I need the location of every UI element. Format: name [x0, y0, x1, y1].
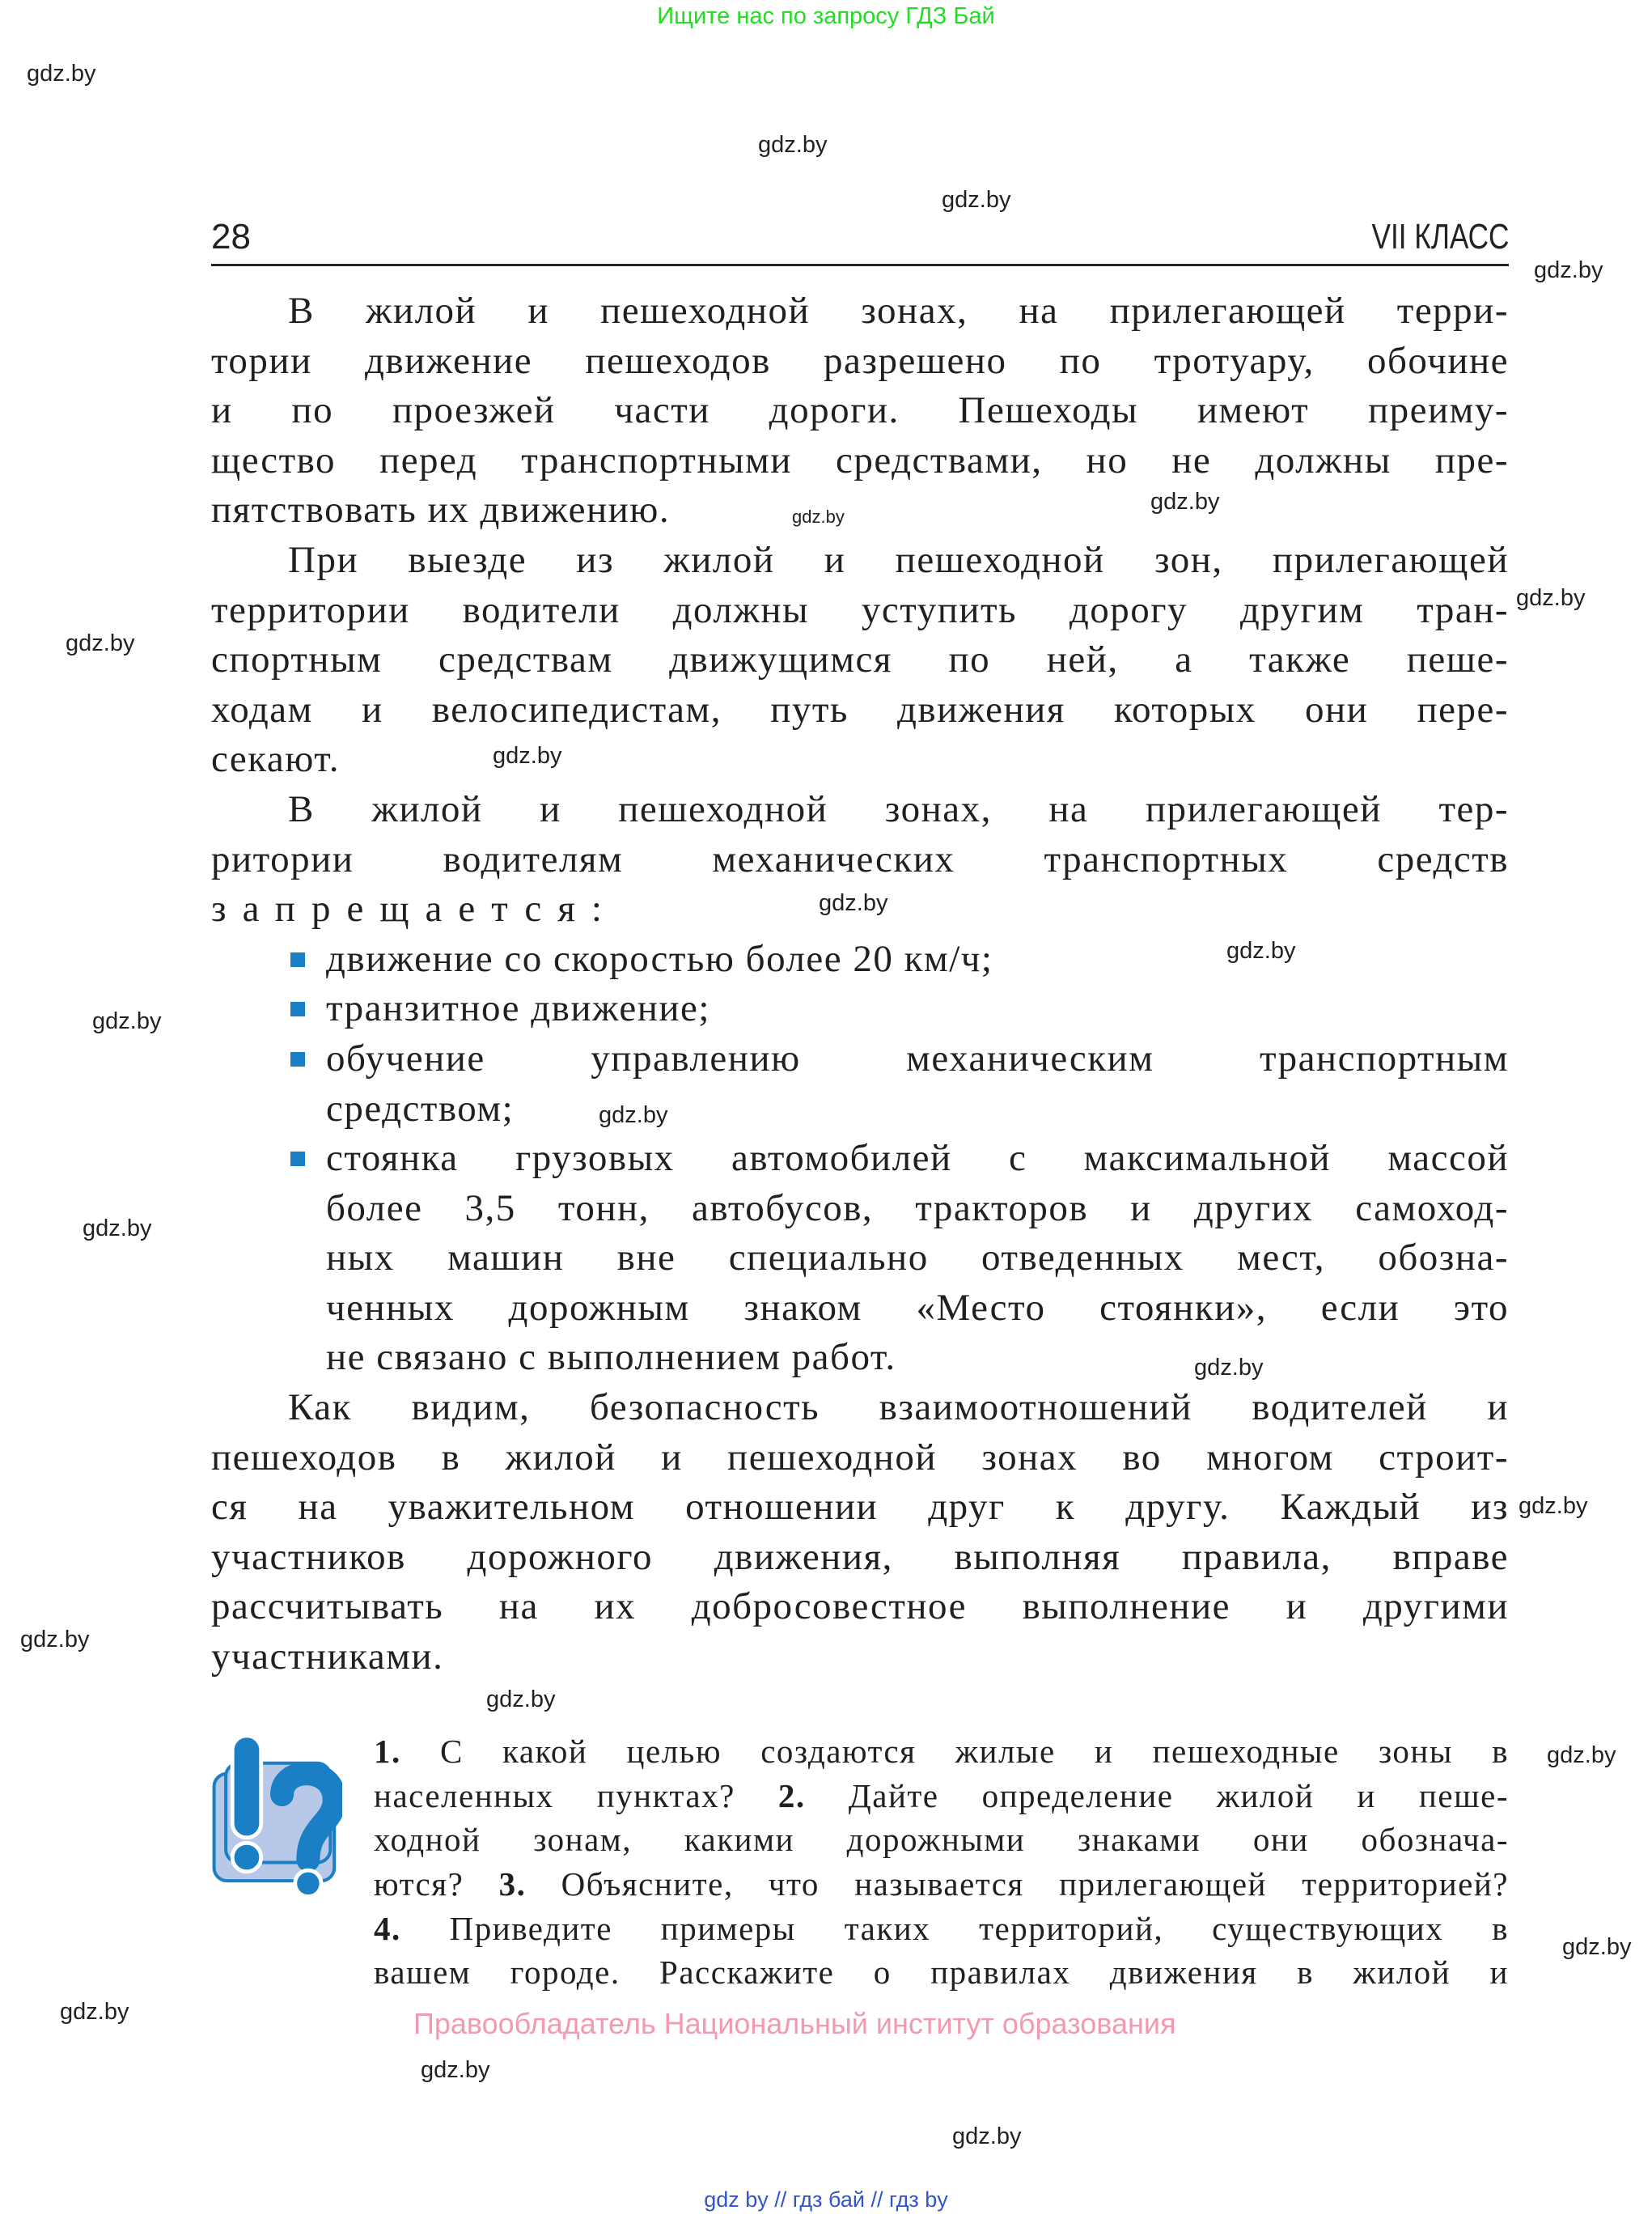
line-text: движение со скоростью более 20 км/ч; [326, 937, 993, 980]
line-text: участников дорожного движения, выполняя правила, вправе [211, 1535, 1509, 1578]
bullet-line [211, 1034, 1509, 1084]
bullet-line [211, 1084, 1509, 1135]
question-line [374, 1950, 1509, 1995]
bullet-line [211, 1283, 1509, 1334]
paragraph-line [211, 735, 1509, 785]
watermark: gdz.by [421, 2057, 490, 2083]
watermark: gdz.by [66, 630, 135, 656]
question-text: населенных пунктах? [374, 1776, 778, 1814]
bullet-line [211, 1233, 1509, 1283]
line-text: В жилой и пешеходной зонах, на прилегающей терри- [288, 290, 1509, 332]
body-text [211, 286, 1509, 1682]
watermark: gdz.by [20, 1627, 90, 1652]
line-text: пятствовать их движению. [211, 489, 671, 532]
bullet-square-icon [290, 1002, 305, 1016]
copyright-notice: Правообладатель Национальный институт образования [413, 2007, 1176, 2040]
paragraph-line [211, 1433, 1509, 1483]
line-text: ных машин вне специально отведенных мест, обозна- [326, 1237, 1509, 1279]
bullet-square-icon [290, 1052, 305, 1067]
watermark: gdz.by [792, 507, 845, 527]
footer-links[interactable]: gdz by // гдз бай // гдз by [704, 2187, 948, 2212]
bullet-line [211, 935, 1509, 985]
question-number: 3. [498, 1865, 527, 1903]
bullet-line [211, 1333, 1509, 1383]
review-questions [374, 1729, 1509, 1995]
paragraph-line [211, 1632, 1509, 1682]
line-text: секают. [211, 738, 341, 781]
bullet-square-icon [290, 1152, 305, 1166]
watermark: gdz.by [92, 1008, 162, 1034]
watermark: gdz.by [1194, 1355, 1264, 1381]
line-text: территории водители должны уступить дорогу другим тран- [211, 588, 1509, 631]
paragraph-line [211, 486, 1509, 536]
paragraph-line [211, 436, 1509, 486]
question-text: Объясните, что называется прилегающей территорией? [526, 1865, 1509, 1903]
watermark: gdz.by [1547, 1742, 1616, 1768]
watermark: gdz.by [1150, 489, 1220, 515]
line-text: средством; [326, 1087, 515, 1130]
question-text: Дайте определение жилой и пеше- [805, 1776, 1509, 1814]
question-text: С какой целью создаются жилые и пешеходные зоны в [400, 1733, 1509, 1770]
line-text: В жилой и пешеходной зонах, на прилегающей тер- [288, 787, 1509, 830]
watermark: gdz.by [599, 1102, 668, 1128]
line-text: При выезде из жилой и пешеходной зон, прилегающей [288, 538, 1509, 581]
line-text: рассчитывать на их добросовестное выполнение и другими [211, 1585, 1509, 1628]
line-text: ходам и велосипедистам, путь движения которых они пере- [211, 688, 1509, 731]
question-number: 1. [374, 1733, 401, 1770]
watermark: gdz.by [1534, 257, 1603, 283]
line-text: ритории водителям механических транспортных средств [211, 838, 1509, 880]
watermark: gdz.by [60, 1999, 129, 2025]
watermark: gdz.by [493, 743, 562, 769]
paragraph-line [211, 1533, 1509, 1583]
line-text: ченных дорожным знаком «Место стоянки», если это [326, 1286, 1509, 1329]
watermark: gdz.by [27, 61, 96, 87]
watermark: gdz.by [1516, 585, 1586, 611]
bullet-line [211, 1184, 1509, 1234]
question-number: 2. [777, 1776, 806, 1814]
line-text: транзитное движение; [326, 987, 710, 1030]
watermark: gdz.by [758, 132, 828, 158]
line-text: спортным средствам движущимся по ней, а также пеше- [211, 638, 1509, 681]
question-line [374, 1774, 1509, 1818]
page-number: 28 [211, 217, 251, 257]
watermark: gdz.by [1226, 938, 1296, 964]
bullet-square-icon [290, 952, 305, 967]
line-text: щество перед транспортными средствами, но не должны пре- [211, 439, 1509, 482]
line-text: ся на уважительном отношении друг к другу. Каждый из [211, 1486, 1509, 1529]
paragraph-line [211, 586, 1509, 636]
line-text: не связано с выполнением работ. [326, 1336, 896, 1379]
line-text: и по проезжей части дороги. Пешеходы имеют преиму- [211, 389, 1509, 432]
question-number: 4. [374, 1909, 401, 1947]
exclamation-question-icon [209, 1732, 342, 1902]
question-line [374, 1729, 1509, 1774]
paragraph-line [211, 685, 1509, 736]
paragraph-line [211, 635, 1509, 685]
watermark: gdz.by [1519, 1493, 1588, 1519]
grade-label: VII КЛАСС [1371, 217, 1509, 257]
paragraph-line [211, 1483, 1509, 1533]
line-text: тории движение пешеходов разрешено по тротуару, обочине [211, 339, 1509, 382]
watermark: gdz.by [819, 890, 888, 916]
bullet-line [211, 984, 1509, 1034]
question-text: Приведите примеры таких территорий, существующих в [400, 1909, 1509, 1947]
watermark: gdz.by [942, 187, 1011, 213]
bullet-line [211, 1134, 1509, 1184]
paragraph-line [211, 1383, 1509, 1433]
line-text: запрещается: [211, 888, 618, 931]
question-line [374, 1907, 1509, 1951]
paragraph-line [211, 286, 1509, 337]
watermark: gdz.by [1562, 1934, 1632, 1960]
question-text: ются? [374, 1865, 499, 1903]
header-rule [211, 264, 1509, 266]
paragraph-line [211, 1582, 1509, 1632]
line-text: более 3,5 тонн, автобусов, тракторов и других самоход- [326, 1186, 1509, 1229]
question-line [374, 1818, 1509, 1862]
search-banner: Ищите нас по запросу ГДЗ Бай [657, 3, 995, 29]
paragraph-line [211, 536, 1509, 586]
line-text: стоянка грузовых автомобилей с максимальной массой [326, 1137, 1509, 1180]
watermark: gdz.by [486, 1686, 556, 1712]
paragraph-line [211, 785, 1509, 835]
line-text: пешеходов в жилой и пешеходной зонах во многом строит- [211, 1436, 1509, 1478]
watermark: gdz.by [83, 1215, 152, 1241]
watermark: gdz.by [952, 2123, 1022, 2149]
paragraph-line [211, 337, 1509, 387]
paragraph-line [211, 386, 1509, 436]
question-line [374, 1862, 1509, 1907]
line-text: участниками. [211, 1635, 444, 1678]
paragraph-line [211, 835, 1509, 885]
line-text: Как видим, безопасность взаимоотношений водителей и [288, 1386, 1509, 1429]
line-text: обучение управлению механическим транспортным [326, 1037, 1509, 1080]
question-text: вашем городе. Расскажите о правилах движения в жилой и [374, 1954, 1509, 1992]
question-text: ходной зонам, какими дорожными знаками они обознача- [374, 1821, 1509, 1859]
